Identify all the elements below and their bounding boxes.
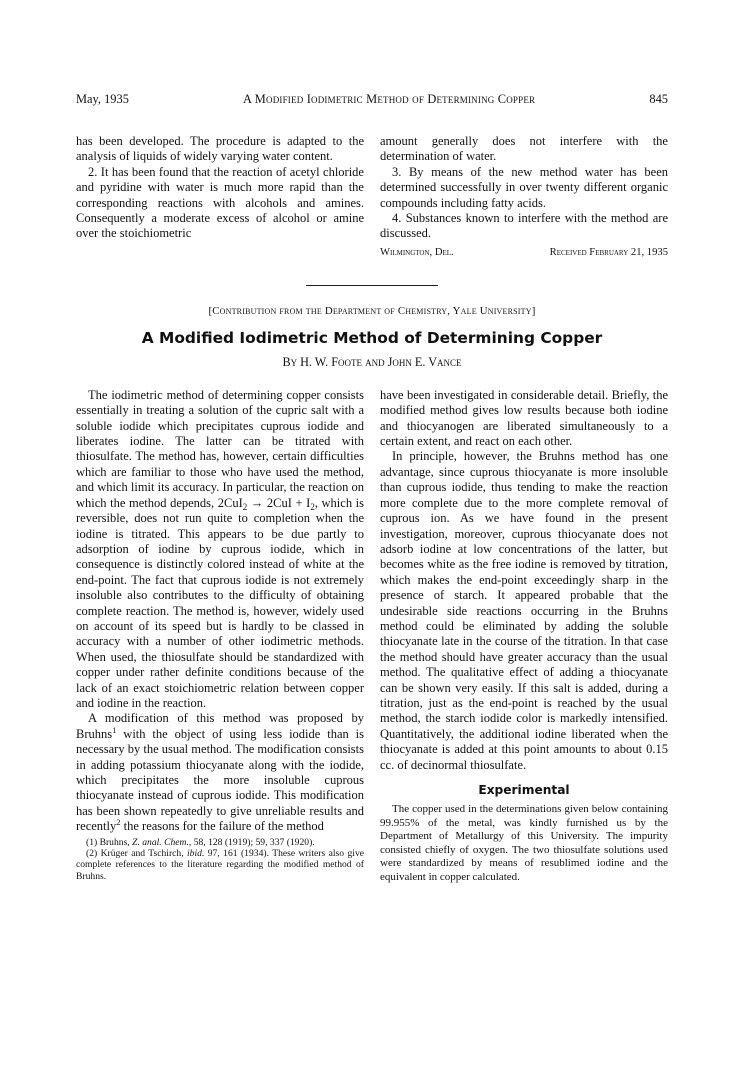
previous-article-signature <box>380 245 668 260</box>
section-heading: Experimental <box>478 783 570 797</box>
subscript: 2 <box>242 501 248 512</box>
footnotes <box>76 837 364 883</box>
text-run: 97, 161 (1934). These writers also give complete references to the literature regarding the modified method of Bruhns. <box>76 848 364 882</box>
text-run: The iodimetric method of determining copper consists essentially in treating a solution of the cupric salt with a soluble iodide which precipitates cuprous iodide and liberates iodine. The latter can be titrated with thiosulfate. The method has, however, certain difficulties which are familiar to those who have used the method, and which limit its accuracy. In particular, the reaction on which the method depends, 2CuI <box>76 387 364 510</box>
text-run: , 58, 128 (1919); 59, 337 (1920). <box>188 836 315 848</box>
running-head-title: A Modified Iodimetric Method of Determining Copper <box>243 92 536 106</box>
footnote <box>76 848 364 882</box>
article-title: A Modified Iodimetric Method of Determining Copper <box>141 328 603 347</box>
journal-name: ibid. <box>187 848 205 860</box>
journal-name: Z. anal. Chem. <box>132 836 189 848</box>
running-head <box>76 92 668 112</box>
previous-article-conclusion <box>76 134 668 260</box>
previous-article-paragraph: 4. Substances known to interfere with the method are discussed. <box>380 211 668 241</box>
body-paragraph <box>76 711 364 834</box>
previous-article-paragraph: has been developed. The procedure is adapted to the analysis of liquids of widely varying water content. <box>76 134 364 164</box>
signature-received-date: Received February 21, 1935 <box>549 246 668 258</box>
footnote <box>76 837 364 848</box>
footnote-marker: 2 <box>116 817 121 828</box>
text-run: A modification of this method was proposed by Bruhns <box>76 711 364 741</box>
article-separator-rule <box>306 285 438 286</box>
contribution-line: [Contribution from the Department of Chemistry, Yale University] <box>208 304 536 317</box>
text-run: with the object of using less iodide than is necessary by the usual method. The modification consists in adding potassium thiocyanate along with the iodide, which precipitates the more insoluble cuprous thiocyanate instead of cuprous iodide. This modification has been shown repeatedly to give unreliable results and recently <box>76 726 364 834</box>
body-paragraph <box>76 388 364 712</box>
text-run: the reasons for the failure of the method <box>120 819 324 834</box>
article-left-column <box>76 388 364 884</box>
body-paragraph: have been investigated in considerable detail. Briefly, the modified method gives low results because both iodine and thiocyanogen are liberated simultaneously to a certain extent, and react on each other. <box>380 387 668 449</box>
journal-page <box>76 92 668 884</box>
byline: By H. W. Foote and John E. Vance <box>282 354 462 369</box>
body-paragraph: In principle, however, the Bruhns method has one advantage, since cuprous thiocyanate is more insoluble than cuprous iodide, thus tending to make the reaction more complete due to the more complete removal of cuprous ion. As we have found in the present investigation, moreover, cuprous thiocyanate does not adsorb iodine at low concentrations of the latter, but becomes white as the free iodine is removed by titration, which makes the end-point exceedingly sharp in the presence of starch. It appeared probable that the undesirable side reactions occurring in the Bruhns method could be eliminated by adding the soluble thiocyanate late in the course of the titration. In that case the method should have greater accuracy than the usual method. The qualitative effect of adding a thiocyanate can be shown very easily. If this salt is added, during a titration, just as the end-point is reached by the usual method, the starch iodide color is markedly intensified. Quantitatively, the additional iodine liberated when the thiocyanate is added at this point amounts to about 0.15 cc. of decinormal thiosulfate. <box>380 449 668 772</box>
subscript: 2 <box>310 501 315 512</box>
body-paragraph: The copper used in the determinations given below containing 99.955% of the metal, was kindly furnished us by the Department of Metallurgy of this University. The impurity consisted chiefly of oxygen. The two thiosulfate solutions used were standardized by means of resublimed iodine and the equivalent in copper calculated. <box>380 803 668 883</box>
text-run: (1) Bruhns, <box>86 836 133 848</box>
previous-article-paragraph: amount generally does not interfere with the determination of water. <box>380 134 668 164</box>
text-run: → 2CuI + I <box>247 495 311 510</box>
previous-article-paragraph: 3. By means of the new method water has been determined successfully in over twenty different organic compounds including fatty acids. <box>380 164 668 210</box>
previous-article-right-column <box>380 134 668 260</box>
previous-article-left-column <box>76 134 364 260</box>
previous-article-paragraph: 2. It has been found that the reaction of acetyl chloride and pyridine with water is much more rapid than the corresponding reactions with alcohols and amines. Consequently a moderate excess of alcohol or amine over the stoichiometric <box>76 164 364 241</box>
text-run: , which is reversible, does not run quite to completion when the iodine is titrated. This appears to be due partly to adsorption of iodine by cuprous iodide, which in consequence is distinctly colored instead of white at the end-point. The fact that cuprous iodide is not extremely insoluble also contributes to the difficulty of obtaining complete reaction. The method is, however, widely used on account of its speed but is hardly to be classed in accuracy with a number of other iodimetric methods. When used, the thiosulfate should be standardized with copper under rather definite conditions because of the lack of an exact stoichiometric relation between copper and iodine in the reaction. <box>76 495 364 710</box>
article-right-column <box>380 388 668 884</box>
footnote-marker: 1 <box>112 724 117 735</box>
signature-place: Wilmington, Del. <box>380 246 454 258</box>
text-run: (2) Krüger and Tschirch, <box>86 848 188 860</box>
article-body <box>76 388 668 884</box>
page-number: 845 <box>649 92 668 106</box>
running-head-date: May, 1935 <box>76 92 129 106</box>
